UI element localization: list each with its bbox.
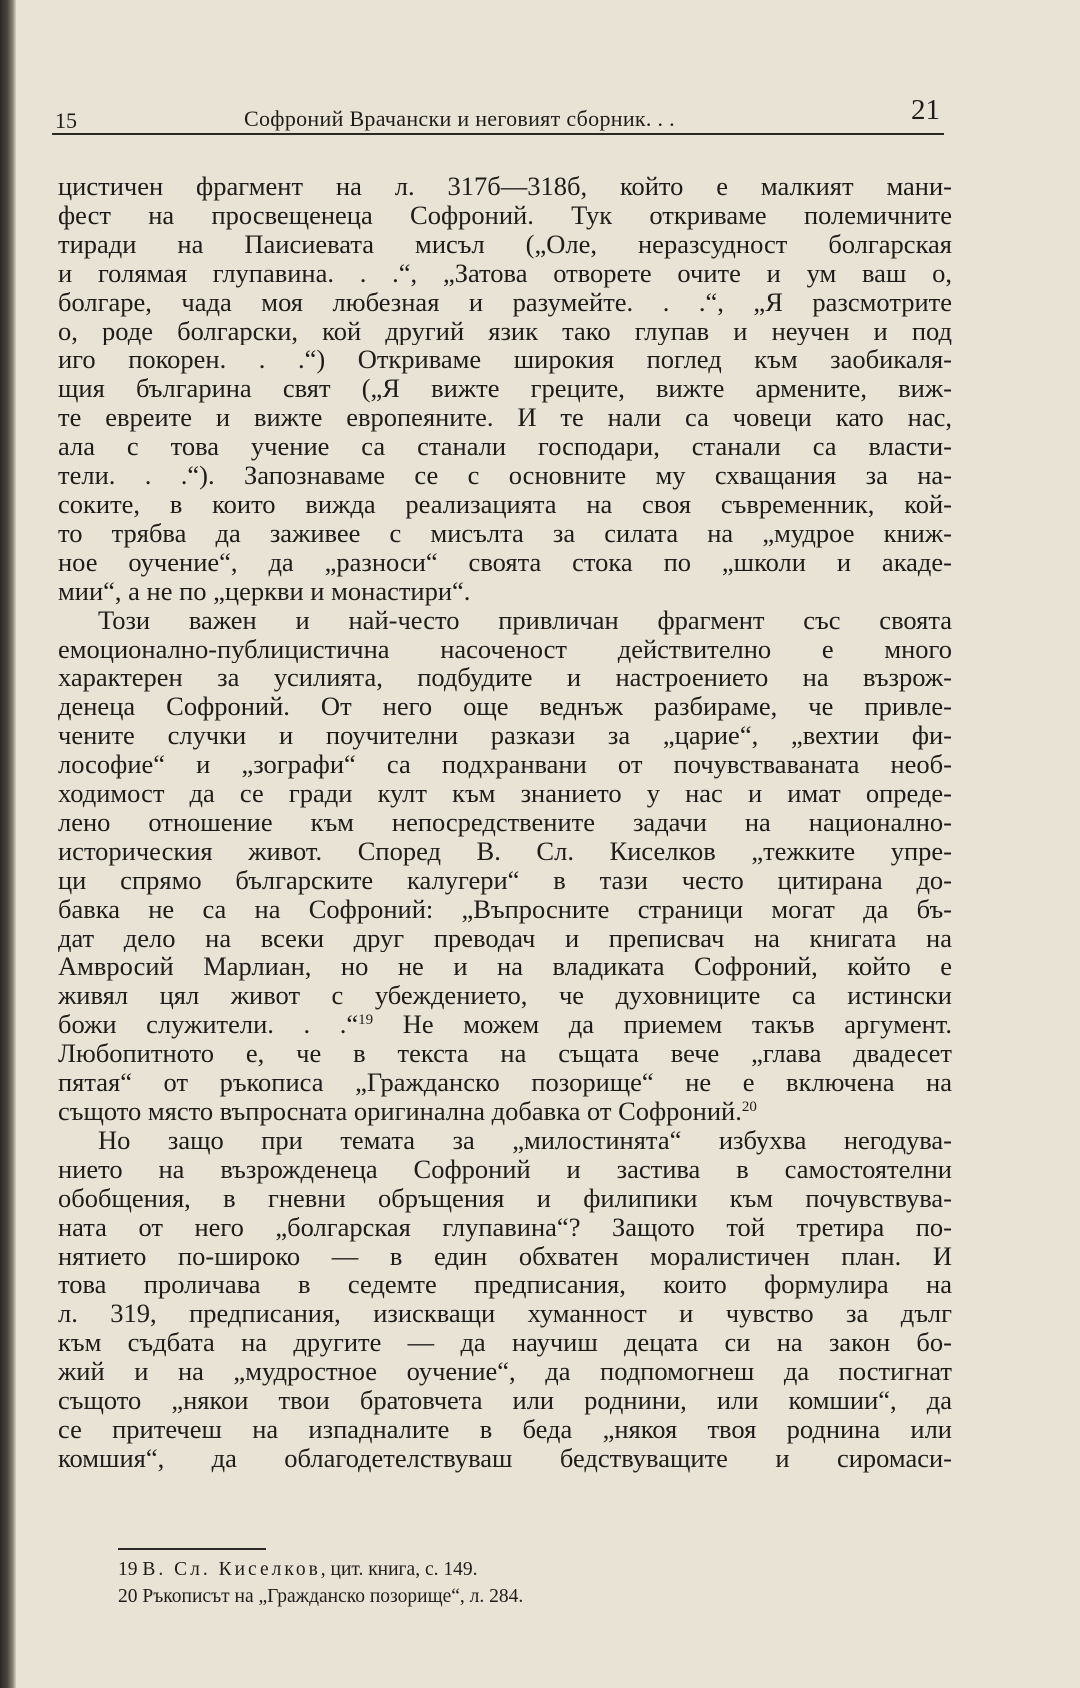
text-line: мии“, а не по „церкви и монастири“. bbox=[58, 576, 471, 606]
footnote-number: 19 bbox=[118, 1559, 138, 1580]
text-line: това проличава в седемте предписания, които формулира на bbox=[58, 1270, 952, 1300]
footnote-number: 20 bbox=[118, 1586, 138, 1607]
running-title: Софроний Врачански и неговият сборник. . . bbox=[244, 106, 675, 131]
footnote-19 bbox=[118, 1556, 523, 1583]
text-line: фест на просвещенеца Софроний. Тук откриваме полемичните bbox=[58, 200, 952, 230]
text-line: ната от него „болгарская глупавина“? Защото той третира по- bbox=[58, 1212, 952, 1242]
chapter-number: 15 bbox=[55, 108, 77, 133]
text-line: бавка не са на Софроний: „Въпросните страници могат да бъ- bbox=[58, 894, 952, 924]
text-line: ци спрямо българските калугери“ в тази често цитирана до- bbox=[58, 865, 952, 895]
text-line: историческия живот. Според В. Сл. Киселков „тежките упре- bbox=[58, 836, 952, 866]
text-line: пятая“ от ръкописа „Гражданско позорище“ не е включена на bbox=[58, 1068, 952, 1097]
running-header bbox=[52, 92, 942, 138]
page-number: 21 bbox=[911, 94, 940, 126]
text-line: л. 319, предписания, изискващи хуманност и чувство за дълг bbox=[58, 1299, 952, 1329]
text-line: комшия“, да облагодетелствуваш бедствуващите и сиромаси- bbox=[58, 1443, 952, 1473]
text-line: жий и на „мудростное оучение“, да подпомогнеш да постигнат bbox=[58, 1357, 952, 1387]
text-line: лено отношение към непосредствените задачи на национално- bbox=[58, 807, 952, 837]
paragraph-start-line: Но защо при темата за „милостинята“ избухва негодува- bbox=[98, 1125, 952, 1155]
line-text: божи служители. . .“ bbox=[58, 1010, 359, 1040]
text-line: чените случки и поучителни разкази за „царие“, „вехтии фи- bbox=[58, 721, 952, 751]
footnote-ref-19[interactable]: 19 bbox=[358, 1012, 374, 1029]
footnote-rule bbox=[118, 1548, 266, 1550]
text-line: лософие“ и „зографи“ са подхранвани от почувстваваната необ- bbox=[58, 750, 952, 780]
text-line: същото „някои твои братовчета или роднини, или комшии“, да bbox=[58, 1386, 952, 1415]
text-line: обобщения, в гневни обръщения и филипики към почувствува- bbox=[58, 1183, 952, 1213]
text-line: се притечеш на изпадналите в беда „някоя твоя роднина или bbox=[58, 1414, 952, 1444]
footnote-text: Ръкописът на „Гражданско позорище“, л. 284. bbox=[142, 1586, 524, 1607]
text-line: то трябва да заживее с мисълта за силата на „мудрое книж- bbox=[58, 518, 952, 548]
text-line: характерен за усилията, подбудите и настроението на възрож- bbox=[58, 663, 952, 693]
text-line bbox=[58, 1010, 952, 1039]
text-line: тиради на Паисиевата мисъл („Оле, неразсудност болгарская bbox=[58, 229, 952, 259]
text-line: Любопитното е, че в текста на същата вече „глава двадесет bbox=[58, 1039, 952, 1069]
text-line: болгаре, чада моя любезная и разумейте. . .“, „Я разсмотрите bbox=[58, 287, 952, 317]
footnote-text: , цит. книга, с. 149. bbox=[320, 1559, 478, 1580]
body-text bbox=[58, 172, 952, 1473]
text-line: тели. . .“). Запознаваме се с основните му схващания за на- bbox=[58, 461, 952, 490]
footnote-20 bbox=[118, 1583, 523, 1610]
header-rule bbox=[52, 133, 944, 135]
text-line: щия българина свят („Я вижте греците, вижте армените, виж- bbox=[58, 374, 952, 404]
text-line: ала с това учение са станали господари, станали са власти- bbox=[58, 432, 952, 462]
text-line: нието на възрожденеца Софроний и застива в самостоятелни bbox=[58, 1154, 952, 1184]
text-line: живял цял живот с убеждението, че духовниците са истински bbox=[58, 981, 952, 1011]
text-line bbox=[58, 1097, 952, 1126]
line-text: същото място въпросната оригинална добавка от Софроний. bbox=[58, 1097, 742, 1126]
text-line: денеца Софроний. От него още веднъж разбираме, че привле- bbox=[58, 692, 952, 722]
text-line: към съдбата на другите — да научиш децата си на закон бо- bbox=[58, 1328, 952, 1358]
text-line: те евреите и вижте европеяните. И те нали са човеци като нас, bbox=[58, 403, 952, 433]
text-line: дат дело на всеки друг преводач и преписвач на книгата на bbox=[58, 923, 952, 953]
text-line: ходимост да се гради култ към знанието у нас и имат опреде- bbox=[58, 779, 952, 808]
text-line: ное оучение“, да „разноси“ своята стока по „школи и акаде- bbox=[58, 547, 952, 577]
text-line: о, роде болгарски, кой другий язик тако глупав и неучен и под bbox=[58, 316, 952, 346]
text-line: Амвросий Марлиан, но не и на владиката Софроний, който е bbox=[58, 952, 952, 982]
line-text: Не можем да приемем такъв аргумент. bbox=[373, 1010, 952, 1040]
footnote-author: В. Сл. Киселков bbox=[142, 1559, 321, 1580]
text-line: цистичен фрагмент на л. 317б—318б, който е малкият мани- bbox=[58, 172, 952, 201]
text-line: нятието по-широко — в един обхватен моралистичен план. И bbox=[58, 1241, 952, 1271]
footnotes bbox=[118, 1556, 523, 1610]
text-line: и голямая глупавина. . .“, „Затова отворете очите и ум ваш о, bbox=[58, 258, 952, 288]
text-line: иго покорен. . .“) Откриваме широкия поглед към заобикаля- bbox=[58, 345, 952, 375]
text-line: емоционално-публицистична насоченост действително е много bbox=[58, 634, 952, 664]
footnote-ref-20[interactable]: 20 bbox=[741, 1099, 757, 1115]
text-line: соките, в които вижда реализацията на своя съвременник, кой- bbox=[58, 489, 952, 519]
paragraph-start-line: Този важен и най-често привличан фрагмент със своята bbox=[98, 605, 952, 635]
